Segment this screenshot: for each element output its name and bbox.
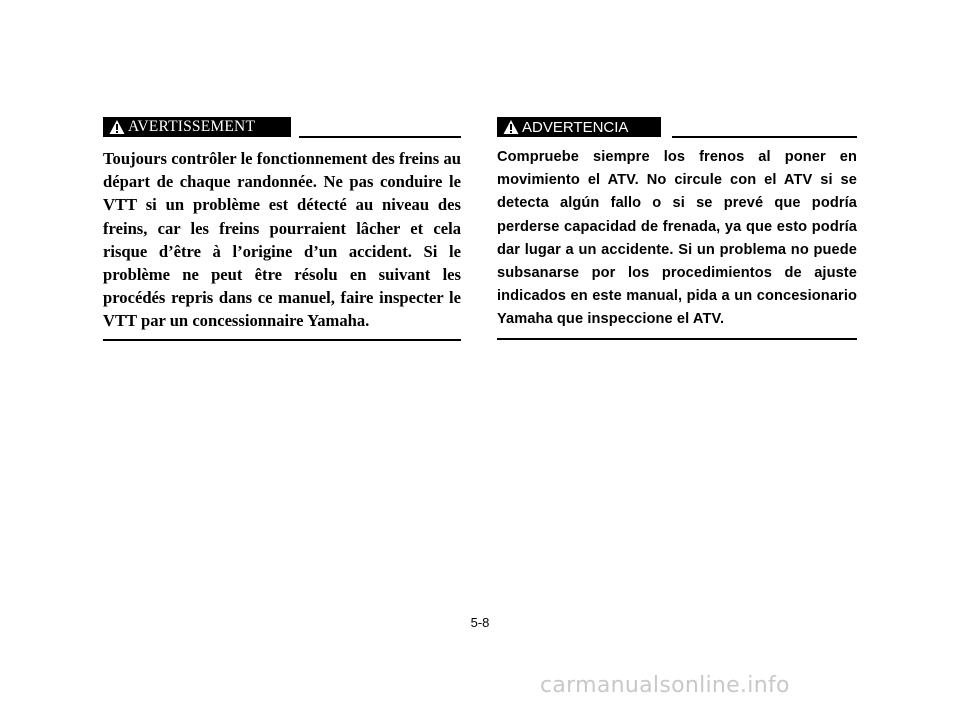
warning-triangle-icon: [503, 119, 519, 135]
french-warning-section: [103, 117, 461, 341]
spanish-bottom-rule: [497, 338, 857, 340]
spanish-header-rule: [672, 136, 857, 138]
spanish-warning-header: [497, 117, 857, 139]
french-warning-banner: [103, 117, 291, 137]
page-number: 5-8: [470, 615, 490, 630]
french-warning-header: [103, 117, 461, 139]
warning-triangle-icon: [109, 119, 125, 135]
french-header-rule: [299, 136, 461, 138]
spanish-warning-banner: [497, 117, 661, 137]
spanish-warning-text: Compruebe siempre los frenos al poner en movimiento el ATV. No circule con el ATV si se detecta algún fallo o si se prevé que podría perderse capacidad de frenada, ya que esto podría dar lugar a un accidente. Si un problema no puede subsanarse por los procedimientos de ajuste indicados en este manual, pida a un concesionario Yamaha que inspeccione el ATV.: [497, 149, 857, 328]
french-warning-label: AVERTISSEMENT: [128, 118, 256, 135]
spanish-warning-label: ADVERTENCIA: [522, 118, 629, 136]
watermark-text: carmanualsonline.info: [540, 673, 790, 698]
french-bottom-rule: [103, 339, 461, 341]
french-warning-text: Toujours contrôler le fonctionnement des freins au départ de chaque randonnée. Ne pas conduire le VTT si un problème est détecté au niveau des freins, car les freins pourraient lâcher et cela risque d’être à l’origine d’un accident. Si le problème ne peut être résolu en suivant les procédés repris dans ce manuel, faire inspecter le VTT par un concessionnaire Yamaha.: [103, 149, 461, 331]
spanish-warning-section: [497, 117, 857, 340]
